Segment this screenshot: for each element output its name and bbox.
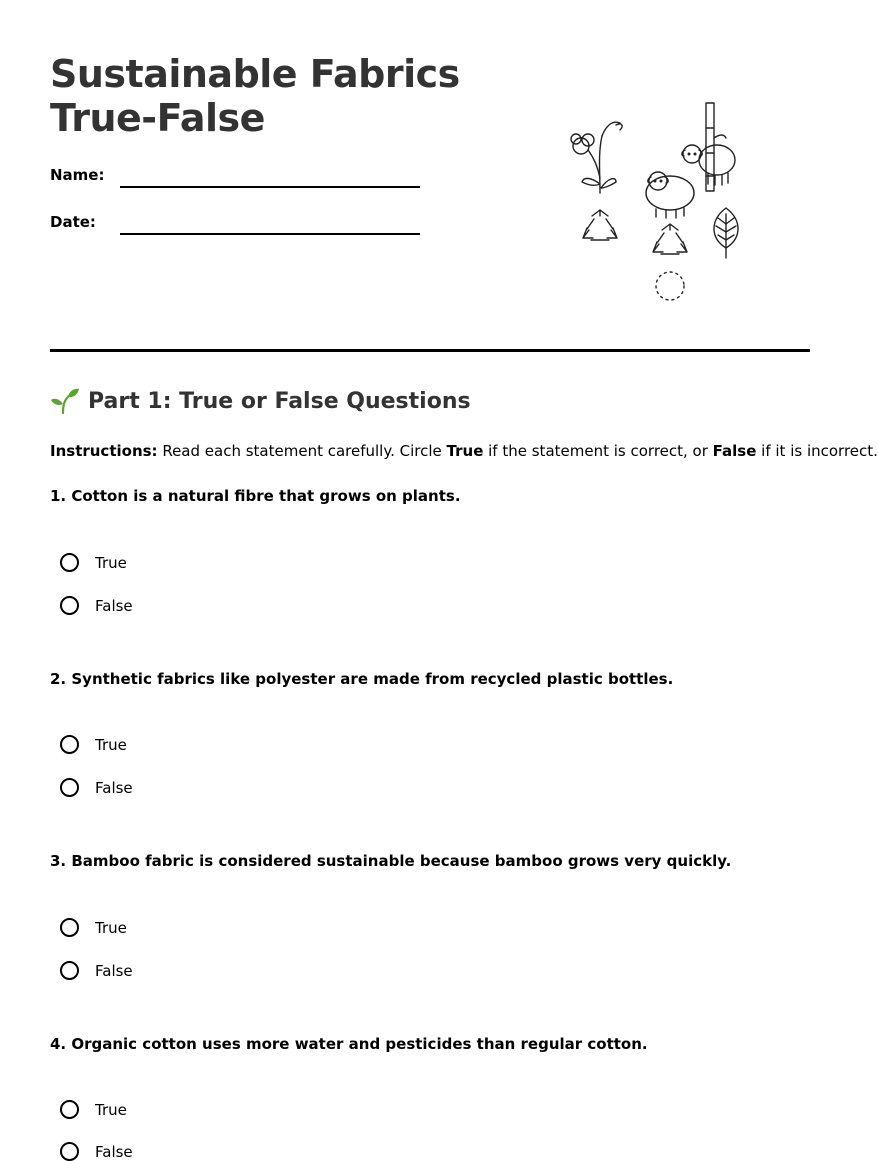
radio-button[interactable] — [60, 1100, 79, 1119]
option-label: False — [95, 961, 133, 980]
cotton-plant-icon — [571, 122, 622, 193]
question-1: 1. Cotton is a natural fibre that grows on plants. — [50, 487, 461, 505]
question-2-option-false[interactable] — [60, 778, 133, 797]
option-label: True — [95, 553, 127, 572]
option-label: True — [95, 918, 127, 937]
section-heading — [50, 388, 471, 414]
radio-button[interactable] — [60, 1142, 79, 1161]
sheep-icon — [682, 145, 735, 185]
section-heading-text: Part 1: True or False Questions — [88, 388, 471, 414]
sheep-icon — [646, 172, 694, 218]
radio-button[interactable] — [60, 918, 79, 937]
instructions-true-word: True — [446, 442, 484, 460]
question-1-option-true[interactable] — [60, 553, 127, 572]
instructions-lead: Instructions: — [50, 442, 158, 460]
question-1-option-false[interactable] — [60, 596, 133, 615]
radio-button[interactable] — [60, 553, 79, 572]
question-2-option-true[interactable] — [60, 735, 127, 754]
title-line-2: True-False — [50, 96, 265, 140]
instructions-false-word: False — [712, 442, 757, 460]
date-field[interactable] — [120, 233, 420, 235]
question-4-option-false[interactable] — [60, 1142, 133, 1161]
section-divider — [50, 349, 810, 352]
sustainable-fabrics-illustration — [560, 98, 760, 308]
option-label: False — [95, 778, 133, 797]
name-label: Name: — [50, 166, 105, 184]
option-label: False — [95, 1142, 133, 1161]
radio-button[interactable] — [60, 778, 79, 797]
dashed-circle-icon — [656, 272, 684, 300]
question-3-option-false[interactable] — [60, 961, 133, 980]
question-4: 4. Organic cotton uses more water and pesticides than regular cotton. — [50, 1035, 648, 1053]
date-label: Date: — [50, 213, 96, 231]
option-label: True — [95, 1100, 127, 1119]
title-line-1: Sustainable Fabrics — [50, 52, 460, 96]
worksheet-title — [50, 52, 460, 140]
leaf-icon — [714, 208, 738, 258]
instructions-text-1: Read each statement carefully. Circle — [157, 442, 447, 460]
question-2: 2. Synthetic fabrics like polyester are made from recycled plastic bottles. — [50, 670, 674, 688]
radio-button[interactable] — [60, 735, 79, 754]
question-3: 3. Bamboo fabric is considered sustainable because bamboo grows very quickly. — [50, 852, 732, 870]
recycle-icon — [583, 210, 617, 240]
instructions-text-3: if it is incorrect. — [756, 442, 878, 460]
radio-button[interactable] — [60, 596, 79, 615]
question-4-option-true[interactable] — [60, 1100, 127, 1119]
radio-button[interactable] — [60, 961, 79, 980]
seedling-icon — [50, 388, 80, 414]
option-label: False — [95, 596, 133, 615]
instructions — [50, 441, 878, 461]
question-3-option-true[interactable] — [60, 918, 127, 937]
option-label: True — [95, 735, 127, 754]
recycle-icon — [653, 224, 687, 254]
instructions-text-2: if the statement is correct, or — [483, 442, 713, 460]
name-field[interactable] — [120, 186, 420, 188]
